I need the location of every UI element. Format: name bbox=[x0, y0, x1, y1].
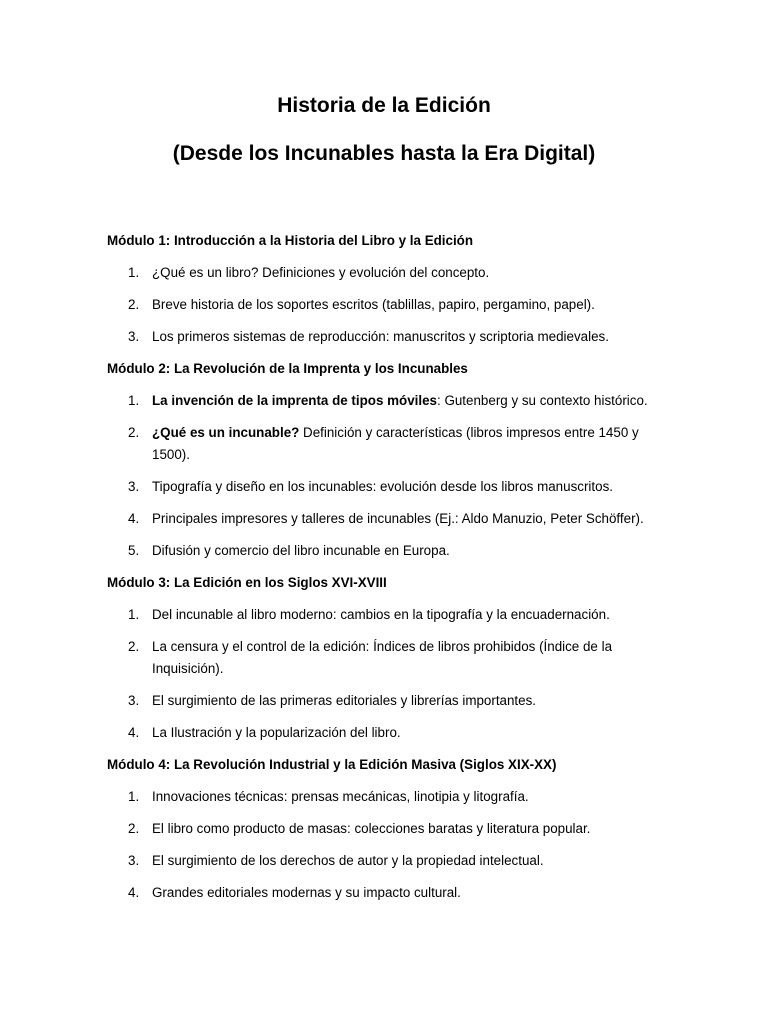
list-item bbox=[107, 294, 667, 316]
title-line-1: Historia de la Edición bbox=[277, 94, 491, 117]
list-item bbox=[107, 604, 667, 626]
list-item bbox=[107, 786, 667, 808]
item-text: El surgimiento de los derechos de autor y la propiedad intelectual. bbox=[152, 853, 544, 868]
list-item bbox=[107, 722, 667, 744]
module-1 bbox=[107, 230, 667, 348]
module-item-list bbox=[107, 786, 667, 904]
item-bold-text: La invención de la imprenta de tipos móviles bbox=[152, 393, 437, 408]
list-item bbox=[107, 540, 667, 562]
module-item-list bbox=[107, 262, 667, 348]
item-text: Innovaciones técnicas: prensas mecánicas, linotipia y litografía. bbox=[152, 789, 529, 804]
item-text: El libro como producto de masas: colecciones baratas y literatura popular. bbox=[152, 821, 591, 836]
item-number: 3. bbox=[128, 853, 140, 868]
item-number: 2. bbox=[128, 297, 140, 312]
module-heading: Módulo 2: La Revolución de la Imprenta y los Incunables bbox=[107, 361, 468, 376]
item-number: 2. bbox=[128, 425, 140, 440]
module-item-list bbox=[107, 604, 667, 744]
item-number: 2. bbox=[128, 821, 140, 836]
item-number: 1. bbox=[128, 607, 140, 622]
module-4 bbox=[107, 754, 667, 904]
module-3 bbox=[107, 572, 667, 744]
item-text: La censura y el control de la edición: Índices de libros prohibidos (Índice de la Inquisición). bbox=[152, 639, 613, 676]
item-number: 2. bbox=[128, 639, 140, 654]
item-number: 4. bbox=[128, 885, 140, 900]
item-bold-text: ¿Qué es un incunable? bbox=[152, 425, 300, 440]
list-item bbox=[107, 850, 667, 872]
item-text: Principales impresores y talleres de incunables (Ej.: Aldo Manuzio, Peter Schöffer). bbox=[152, 511, 644, 526]
module-heading: Módulo 3: La Edición en los Siglos XVI-XVIII bbox=[107, 575, 387, 590]
item-number: 3. bbox=[128, 329, 140, 344]
syllabus-content bbox=[107, 230, 667, 914]
item-number: 1. bbox=[128, 393, 140, 408]
module-item-list bbox=[107, 390, 667, 562]
module-2 bbox=[107, 358, 667, 562]
item-number: 5. bbox=[128, 543, 140, 558]
item-text: ¿Qué es un libro? Definiciones y evolución del concepto. bbox=[152, 265, 490, 280]
module-heading: Módulo 4: La Revolución Industrial y la Edición Masiva (Siglos XIX-XX) bbox=[107, 757, 557, 772]
item-number: 1. bbox=[128, 789, 140, 804]
list-item bbox=[107, 690, 667, 712]
item-number: 3. bbox=[128, 693, 140, 708]
item-text: Del incunable al libro moderno: cambios en la tipografía y la encuadernación. bbox=[152, 607, 610, 622]
list-item bbox=[107, 818, 667, 840]
item-text: El surgimiento de las primeras editoriales y librerías importantes. bbox=[152, 693, 537, 708]
item-number: 4. bbox=[128, 725, 140, 740]
list-item bbox=[107, 476, 667, 498]
list-item bbox=[107, 262, 667, 284]
item-text: La Ilustración y la popularización del libro. bbox=[152, 725, 401, 740]
module-heading: Módulo 1: Introducción a la Historia del Libro y la Edición bbox=[107, 233, 474, 248]
item-text: Difusión y comercio del libro incunable en Europa. bbox=[152, 543, 450, 558]
item-text: Definición y características (libros impresos entre 1450 y 1500). bbox=[152, 425, 639, 462]
item-number: 3. bbox=[128, 479, 140, 494]
list-item bbox=[107, 508, 667, 530]
item-text: Tipografía y diseño en los incunables: evolución desde los libros manuscritos. bbox=[152, 479, 613, 494]
item-text: Grandes editoriales modernas y su impacto cultural. bbox=[152, 885, 461, 900]
list-item bbox=[107, 882, 667, 904]
list-item bbox=[107, 326, 667, 348]
item-number: 1. bbox=[128, 265, 140, 280]
title-line-2: (Desde los Incunables hasta la Era Digital) bbox=[172, 142, 596, 165]
item-number: 4. bbox=[128, 511, 140, 526]
item-text: Breve historia de los soportes escritos (tablillas, papiro, pergamino, papel). bbox=[152, 297, 595, 312]
item-text: Los primeros sistemas de reproducción: manuscritos y scriptoria medievales. bbox=[152, 329, 609, 344]
list-item bbox=[107, 636, 667, 680]
document-title bbox=[0, 91, 768, 169]
list-item bbox=[107, 390, 667, 412]
item-text: : Gutenberg y su contexto histórico. bbox=[437, 393, 648, 408]
list-item bbox=[107, 422, 667, 466]
